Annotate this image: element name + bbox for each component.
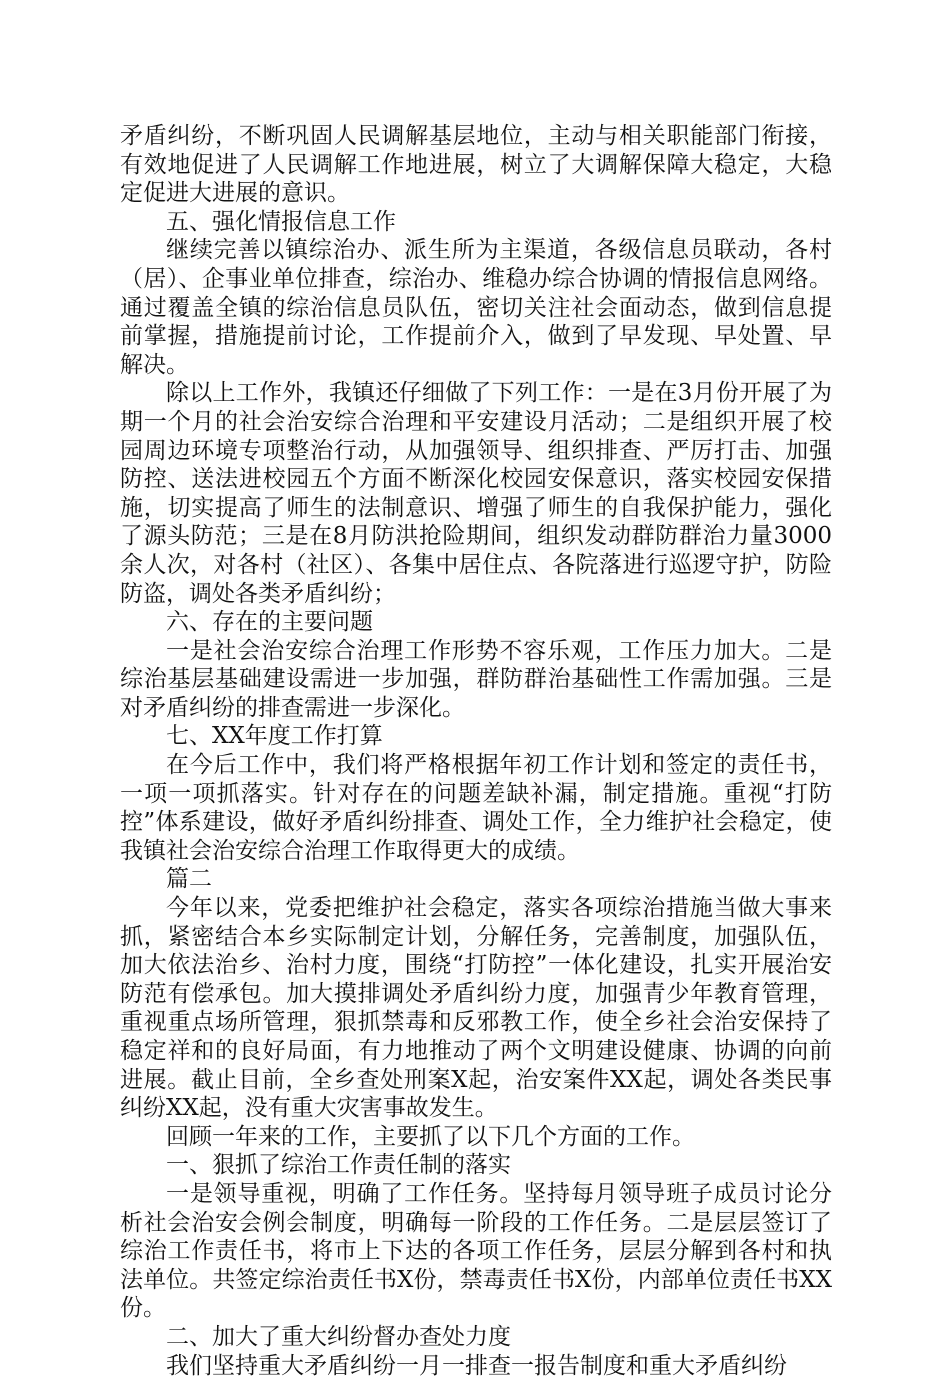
section-heading-6: 六、存在的主要问题 [166,609,373,636]
paragraph-truncated: 我们坚持重大矛盾纠纷一月一排查一报告制度和重大矛盾纠纷 [166,1352,787,1379]
part-heading: 篇二 [166,866,212,893]
section-heading-1: 一、狠抓了综治工作责任制的落实 [166,1152,511,1179]
paragraph: 今年以来，党委把维护社会稳定，落实各项综治措施当做大事来抓，紧密结合本乡实际制定计划，分解任务，完善制度，加强队伍，加大依法治乡、治村力度，围绕“打防控”一体化建设，扎实开展治安防范有偿承包。加大摸排调处矛盾纠纷力度，加强青少年教育管理，重视重点场所管理，狠抓禁毒和反邪教工作，使全乡社会治安保持了稳定祥和的良好局面，有力地推动了两个文明建设健康、协调的向前进展。截止目前，全乡查处刑案X起，治安案件XX起，调处各类民事纠纷XX起，没有重大灾害事故发生。 [120,895,832,1122]
section-heading-7: 七、XX年度工作打算 [166,723,383,750]
paragraph: 继续完善以镇综治办、派生所为主渠道，各级信息员联动，各村（居）、企事业单位排查，综治办、维稳办综合协调的情报信息网络。通过覆盖全镇的综治信息员队伍，密切关注社会面动态，做到信息提前掌握，措施提前讨论，工作提前介入，做到了早发现、早处置、早解决。 [120,237,832,378]
section-heading-2: 二、加大了重大纠纷督办查处力度 [166,1323,511,1350]
paragraph: 回顾一年来的工作，主要抓了以下几个方面的工作。 [166,1123,695,1150]
document-body [120,122,832,1380]
paragraph: 除以上工作外，我镇还仔细做了下列工作：一是在3月份开展了为期一个月的社会治安综合治理和平安建设月活动；二是组织开展了校园周边环境专项整治行动，从加强领导、组织排查、严厉打击、加强防控、送法进校园五个方面不断深化校园安保意识，落实校园安保措施，切实提高了师生的法制意识、增强了师生的自我保护能力，强化了源头防范；三是在8月防洪抢险期间，组织发动群防群治力量3000余人次，对各村（社区）、各集中居住点、各院落进行巡逻守护，防险防盗，调处各类矛盾纠纷； [120,380,832,607]
paragraph: 一是领导重视，明确了工作任务。坚持每月领导班子成员讨论分析社会治安会例会制度，明确每一阶段的工作任务。二是层层签订了综治工作责任书，将市上下达的各项工作任务，层层分解到各村和执法单位。共签定综治责任书X份，禁毒责任书X份，内部单位责任书XX份。 [120,1180,832,1322]
paragraph: 一是社会治安综合治理工作形势不容乐观，工作压力加大。二是综治基层基础建设需进一步加强，群防群治基础性工作需加强。三是对矛盾纠纷的排查需进一步深化。 [120,637,832,721]
section-heading-5: 五、强化情报信息工作 [166,208,396,235]
paragraph: 在今后工作中，我们将严格根据年初工作计划和签定的责任书，一项一项抓落实。针对存在的问题差缺补漏，制定措施。重视“打防控”体系建设，做好矛盾纠纷排查、调处工作，全力维护社会稳定，使我镇社会治安综合治理工作取得更大的成绩。 [120,752,832,864]
paragraph-continuation: 矛盾纠纷，不断巩固人民调解基层地位，主动与相关职能部门衔接，有效地促进了人民调解工作地进展，树立了大调解保障大稳定，大稳定促进大进展的意识。 [120,123,832,207]
